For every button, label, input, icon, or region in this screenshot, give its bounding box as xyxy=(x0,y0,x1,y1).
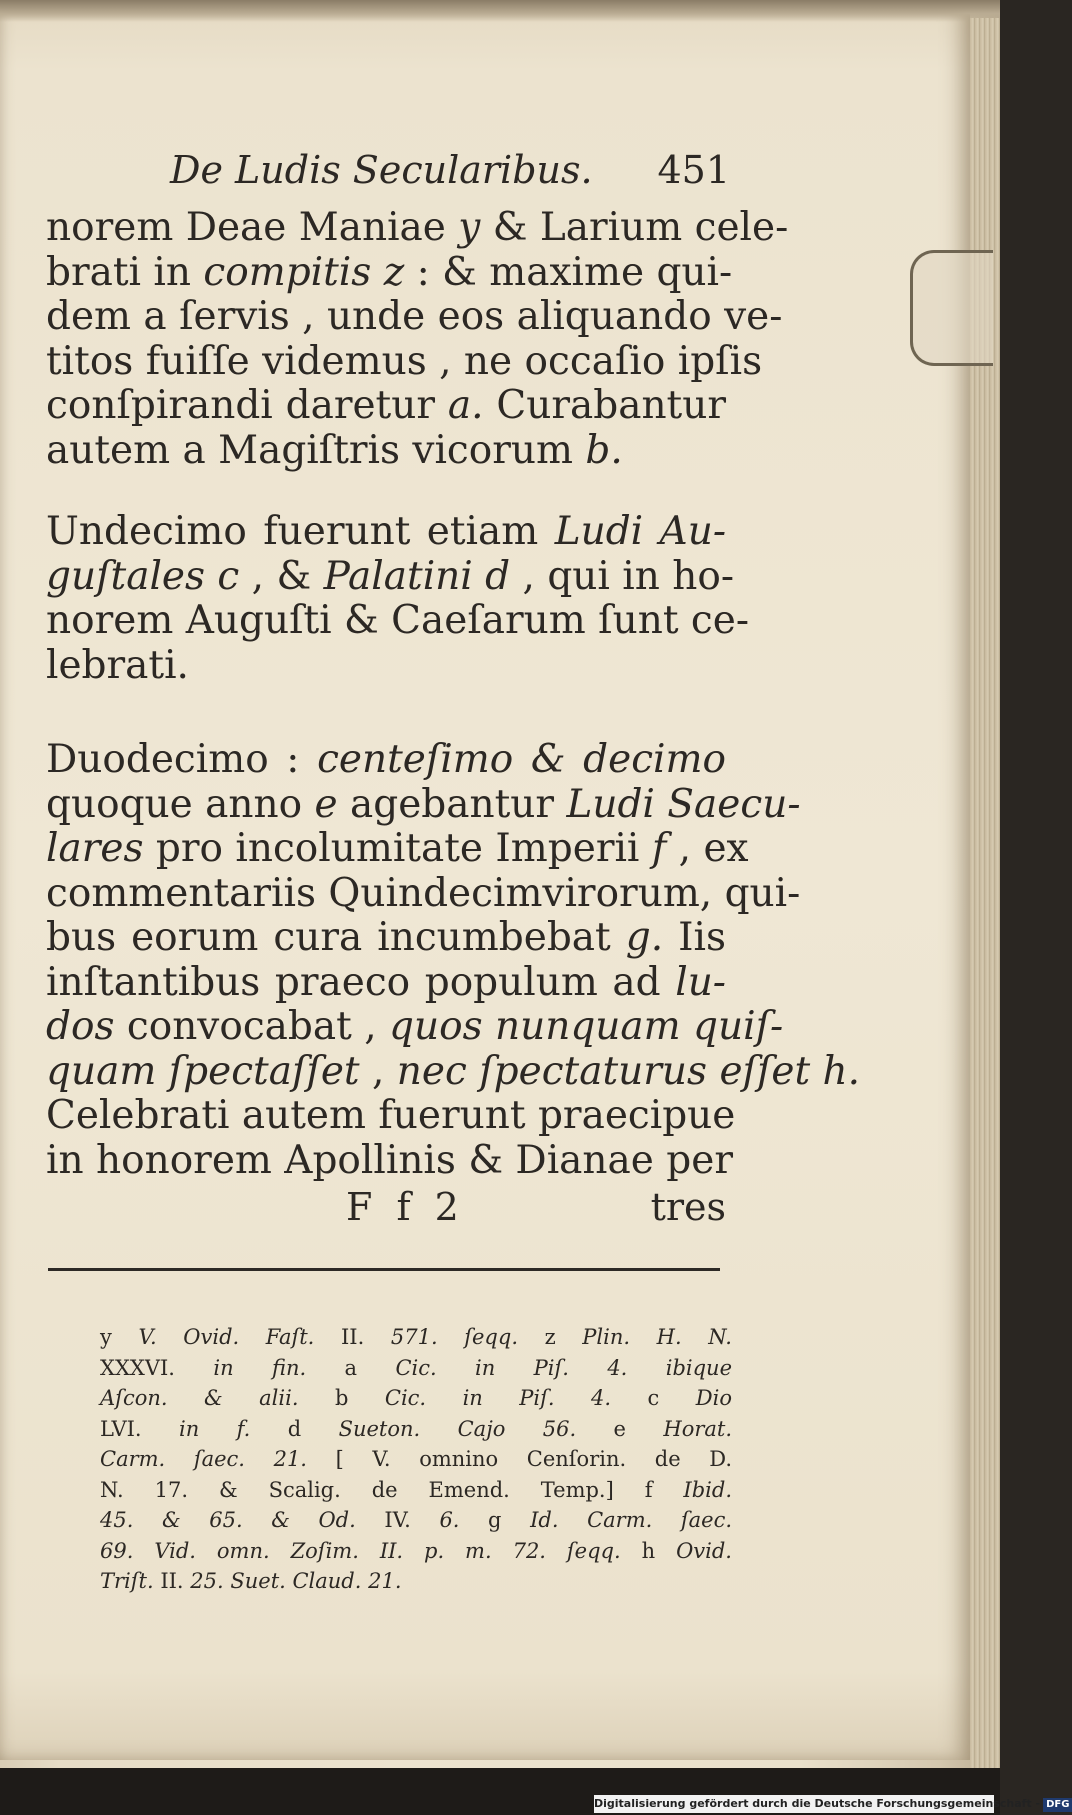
text-run: Ibid. xyxy=(683,1477,732,1502)
text-run: Cic. in Piſ. 4. xyxy=(384,1386,612,1410)
text-line xyxy=(46,961,726,1006)
text-run: Horat. xyxy=(663,1416,733,1441)
text-line xyxy=(46,1093,736,1139)
dfg-badge: DFG xyxy=(1043,1798,1072,1812)
text-run: Duodecimo : xyxy=(46,737,318,782)
text-run: g xyxy=(459,1508,531,1532)
text-run: h xyxy=(620,1538,677,1563)
text-run: Dio xyxy=(695,1386,732,1410)
text-run: LVI. xyxy=(100,1416,179,1441)
text-run: II. xyxy=(153,1569,191,1593)
text-run: Cic. in Piſ. 4. ibique xyxy=(395,1355,732,1380)
catchword: tres xyxy=(650,1185,726,1229)
text-run: , ex xyxy=(666,826,749,871)
text-run: e xyxy=(314,781,338,827)
text-run: e xyxy=(576,1416,664,1441)
text-line xyxy=(100,1353,732,1384)
text-run: Carm. ſaec. 21. xyxy=(100,1447,307,1471)
text-run: inſtantibus praeco populum ad xyxy=(46,959,676,1005)
text-run: dos xyxy=(46,1004,115,1049)
page-tab xyxy=(910,250,993,366)
text-run: d xyxy=(250,1416,339,1441)
running-head-title: De Ludis Secularibus. xyxy=(170,148,593,192)
text-run: guſtales c xyxy=(46,553,240,599)
text-run: , & xyxy=(239,553,324,599)
text-run: g. xyxy=(625,915,664,960)
text-run: commentariis Quindecimvirorum, qui- xyxy=(46,870,801,916)
text-run: titos fuiſſe videmus , ne occaſio ipſis xyxy=(46,338,763,384)
text-run: 45. & 65. & Od. xyxy=(100,1508,356,1532)
text-line xyxy=(46,826,749,872)
text-run: Triſt. xyxy=(100,1569,154,1593)
signature-mark: F f 2 xyxy=(346,1185,465,1229)
text-run: & Larium cele- xyxy=(480,205,789,250)
text-line xyxy=(46,598,749,644)
text-run: Iis xyxy=(663,915,727,960)
text-run: quoque anno xyxy=(46,781,315,827)
paragraph-2 xyxy=(46,509,749,688)
page-top-edge xyxy=(0,0,1000,22)
footnotes xyxy=(100,1322,732,1597)
text-run: 25. Suet. Claud. 21. xyxy=(190,1569,402,1593)
text-run: in f. xyxy=(179,1416,251,1441)
text-run: autem a Magiſtris vicorum xyxy=(46,427,586,473)
text-run: Celebrati autem fuerunt praecipue xyxy=(46,1093,736,1138)
text-line xyxy=(100,1322,732,1353)
text-run: dem a ſervis , unde eos aliquando ve- xyxy=(46,294,783,339)
text-run: Curabantur xyxy=(483,383,726,428)
text-run: lares xyxy=(46,826,144,871)
text-line xyxy=(46,205,789,251)
text-line xyxy=(100,1475,732,1506)
digitization-credit xyxy=(594,1795,1070,1813)
text-run: Aſcon. & alii. xyxy=(100,1386,299,1410)
text-line xyxy=(100,1505,732,1536)
text-line xyxy=(100,1536,732,1567)
text-run: Ovid. xyxy=(676,1538,732,1563)
paragraph-1 xyxy=(46,205,789,473)
text-run: norem Auguſti & Caeſarum ſunt ce- xyxy=(46,598,749,643)
text-line xyxy=(46,916,726,961)
text-run: [ V. omnino Cenſorin. de D. xyxy=(307,1447,733,1471)
text-run: f xyxy=(651,826,667,871)
text-run: Sueton. Cajo 56. xyxy=(338,1416,577,1441)
text-line xyxy=(46,870,801,917)
text-run: pro incolumitate Imperii xyxy=(143,826,652,871)
text-run: lu- xyxy=(675,959,726,1005)
text-line xyxy=(46,738,726,783)
text-run: compitis z xyxy=(203,249,405,295)
text-run: agebantur xyxy=(337,781,567,827)
text-line xyxy=(46,781,801,828)
text-run: 571. ſeqq. xyxy=(390,1325,518,1349)
text-run: nec ſpectaturus eſſet h. xyxy=(396,1048,861,1094)
text-line xyxy=(100,1383,732,1414)
text-run: XXXVI. xyxy=(100,1355,214,1380)
text-run: quam ſpectaſſet xyxy=(46,1048,360,1094)
text-line xyxy=(100,1444,732,1475)
text-run: II. xyxy=(314,1325,391,1349)
text-run: a. xyxy=(447,383,484,428)
text-run: Ludi Saecu- xyxy=(566,781,801,827)
text-run: y xyxy=(100,1325,139,1349)
text-run: Plin. H. N. xyxy=(582,1325,732,1349)
text-run: b. xyxy=(585,427,623,473)
text-line xyxy=(46,553,735,600)
text-run: : & maxime qui- xyxy=(404,249,733,295)
text-run: V. Ovid. Faſt. xyxy=(138,1325,315,1349)
text-run: centeſimo & decimo xyxy=(317,737,726,782)
text-run: Undecimo fuerunt etiam xyxy=(46,509,555,554)
text-run: in honorem Apollinis & Dianae per xyxy=(46,1137,733,1183)
text-run: N. 17. & Scalig. de Emend. Temp.] f xyxy=(100,1477,684,1502)
text-run: lebrati. xyxy=(46,642,189,688)
text-line xyxy=(46,338,763,385)
text-run: Palatini d xyxy=(323,553,511,599)
text-line xyxy=(46,1004,784,1050)
text-run: IV. xyxy=(355,1508,440,1532)
paragraph-3 xyxy=(46,737,861,1183)
signature-line xyxy=(46,1185,726,1229)
text-line xyxy=(46,249,733,296)
text-line xyxy=(46,384,726,429)
text-line xyxy=(46,294,783,340)
text-run: bus eorum cura incumbebat xyxy=(46,915,626,960)
text-run: convocabat , xyxy=(114,1004,389,1049)
text-line xyxy=(100,1414,732,1445)
text-run: c xyxy=(611,1386,696,1410)
text-line xyxy=(46,510,726,555)
text-line xyxy=(46,429,726,474)
text-run: , qui in ho- xyxy=(510,553,735,599)
text-run: , xyxy=(359,1048,397,1094)
text-run: y xyxy=(458,205,481,250)
text-run: a xyxy=(306,1355,396,1380)
text-run: b xyxy=(298,1386,385,1410)
text-run: quos nunquam quiſ- xyxy=(389,1004,784,1049)
text-run: Id. Carm. ſaec. xyxy=(530,1508,733,1532)
text-run: in fin. xyxy=(213,1355,307,1380)
text-run: z xyxy=(518,1325,583,1349)
page-number: 451 xyxy=(657,148,730,192)
text-run: brati in xyxy=(46,249,204,295)
text-run: Ludi Au- xyxy=(554,509,727,554)
text-line xyxy=(46,1137,733,1184)
text-line xyxy=(100,1566,732,1597)
running-head xyxy=(170,148,730,198)
text-run: 69. Vid. omn. Zoſim. II. p. m. 72. ſeqq. xyxy=(100,1538,621,1563)
text-run: conſpirandi daretur xyxy=(46,383,448,428)
text-run: norem Deae Maniae xyxy=(46,205,459,250)
text-line xyxy=(46,644,726,689)
credit-text: Digitalisierung gefördert durch die Deutsche Forschungsgemeinschaft - xyxy=(594,1797,1041,1810)
footnote-rule xyxy=(48,1268,720,1271)
text-run: 6. xyxy=(439,1508,460,1532)
text-line xyxy=(46,1048,861,1095)
